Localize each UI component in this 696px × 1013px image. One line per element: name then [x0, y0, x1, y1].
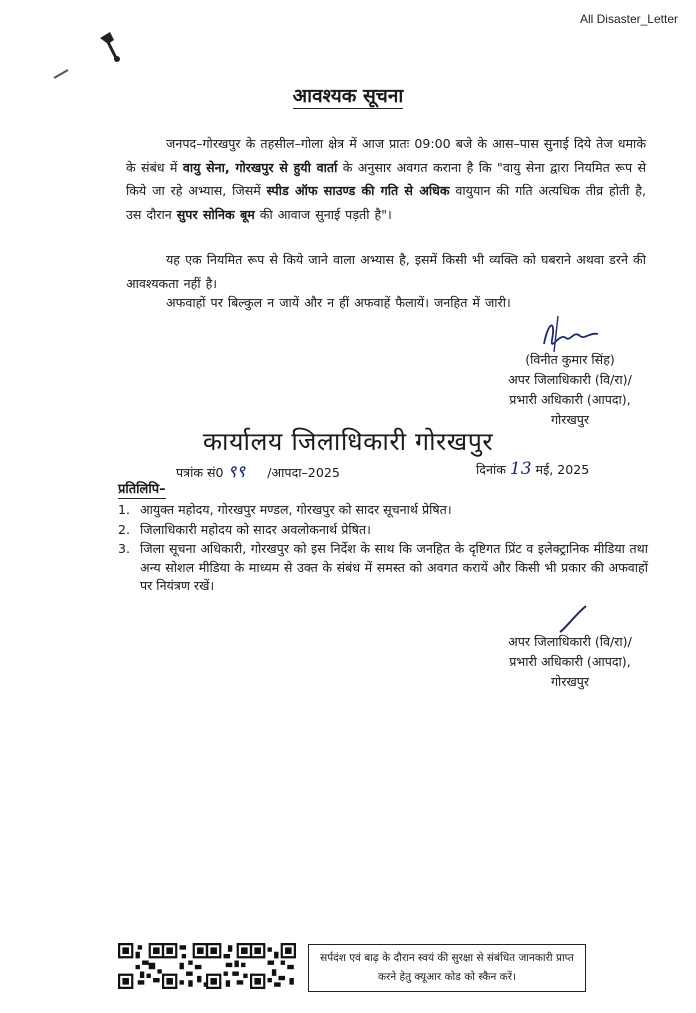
p1-bold-speed: स्पीड ऑफ साउण्ड की गति से अधिक: [266, 183, 450, 198]
cc-item-text: जिलाधिकारी महोदय को सादर अवलोकनार्थ प्रेषित।: [140, 521, 371, 537]
cc-list: [118, 501, 648, 597]
patrank-label: पत्रांक सं0: [176, 465, 224, 480]
p1-bold-boom: सुपर सोनिक बूम: [176, 206, 255, 222]
footer-notice-box: [308, 944, 586, 992]
p1-text-a: जनपद–गोरखपुर के तहसील–गोला क्षेत्र में आज प्रातः 09:00 बजे के आस–पास सुनाई दिये तेज धमाके के संबंध में: [126, 136, 646, 175]
date-rest: मई, 2025: [535, 462, 590, 477]
p1-text-e: वायुयान की गति अत्यधिक तीव्र होती है, उस दौरान: [126, 183, 646, 222]
signatory-place: गोरखपुर: [550, 674, 590, 689]
p1-text-g: की आवाज सुनाई पड़ती है"।: [254, 206, 392, 222]
signatory-designation: अपर जिलाधिकारी (वि/रा)/: [508, 372, 632, 387]
p1-bold-airforce: वायु सेना, गोरखपुर से हुयी वार्ता: [182, 159, 338, 175]
cc-heading: प्रतिलिपि–: [118, 482, 166, 497]
footer-line-2: करने हेतु क्यूआर कोड को स्कैन करें।: [377, 971, 516, 983]
cc-item: [118, 521, 648, 540]
reference-number: [176, 459, 340, 482]
cc-item: [118, 540, 648, 596]
signatory-role: प्रभारी अधिकारी (आपदा),: [509, 392, 631, 407]
signatory-name: (विनीत कुमार सिंह): [525, 352, 615, 367]
cc-item-text: जिला सूचना अधिकारी, गोरखपुर को इस निर्देश के साथ कि जनहित के दृष्टिगत प्रिंट व इलेक्ट्रानिक मीडिया तथा अन्य सोशल मीडिया के माध्यम से उक्त के संबंध में समस्त को अवगत करायें और किसी भी प्रकार की अफवाहों पर नियंत्रण रखें।: [140, 541, 648, 593]
notice-paragraph-2: यह एक नियमित रूप से किये जाने वाला अभ्यास है, इसमें किसी भी व्यक्ति को घबराने अथवा डरने की आवश्यकता नहीं है।: [126, 252, 646, 291]
signatory-designation: अपर जिलाधिकारी (वि/रा)/: [508, 634, 632, 649]
qr-code-icon[interactable]: [206, 943, 252, 989]
cc-item-number: 3.: [118, 541, 131, 556]
cc-item-number: 1.: [118, 502, 131, 517]
date-label: दिनांक: [476, 462, 506, 477]
footer-line-1: सर्पदंश एवं बाढ़ के दौरान स्वयं की सुरक्षा से संबंधित जानकारी प्राप्त: [320, 952, 574, 964]
qr-code-icon[interactable]: [118, 943, 164, 989]
signatory-place: गोरखपुर: [550, 412, 590, 427]
patrank-number: ९९: [227, 462, 246, 482]
document-label: All Disaster_Letter: [579, 12, 678, 26]
patrank-suffix: /आपदा–2025: [267, 465, 340, 480]
p1-text-c: के अनुसार अवगत कराना है कि "वायु सेना द्वारा नियमित रूप से किये जा रहे अभ्यास, जिसमें: [126, 159, 646, 198]
notice-title: आवश्यक सूचना: [292, 85, 404, 107]
scratch-mark-icon: [52, 68, 72, 80]
cc-item-number: 2.: [118, 521, 131, 537]
notice-paragraph-3: अफवाहों पर बिल्कुल न जायें और न हीं अफवाहें फैलायें। जनहित में जारी।: [166, 295, 511, 310]
date-day: 13: [509, 459, 532, 479]
pin-mark-icon: [90, 28, 140, 88]
cc-item: [118, 501, 648, 520]
signature-block-2: [480, 632, 660, 692]
cc-item-text: आयुक्त महोदय, गोरखपुर मण्डल, गोरखपुर को सादर सूचनार्थ प्रेषित।: [140, 502, 452, 517]
qr-code-icon[interactable]: [162, 943, 208, 989]
reference-date: [476, 459, 589, 479]
notice-paragraph-1: [126, 132, 646, 226]
office-title: कार्यालय जिलाधिकारी गोरखपुर: [202, 427, 494, 456]
qr-code-icon[interactable]: [250, 943, 296, 989]
signatory-role: प्रभारी अधिकारी (आपदा),: [509, 654, 631, 669]
signature-block-1: [480, 350, 660, 430]
